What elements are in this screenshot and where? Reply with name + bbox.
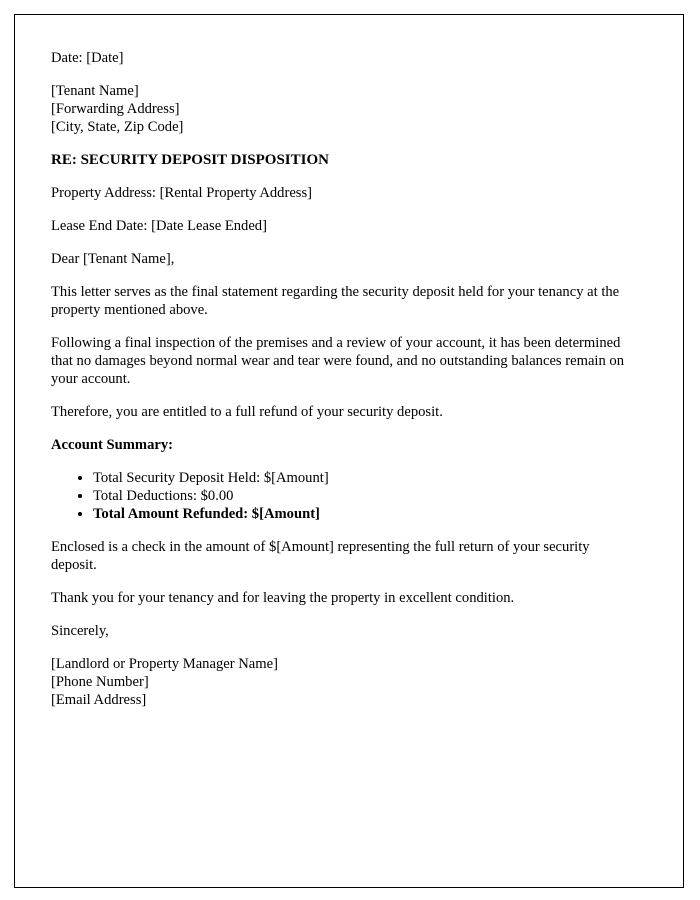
salutation: Dear [Tenant Name],: [51, 251, 175, 267]
property-address-line: Property Address: [Rental Property Address]: [51, 185, 313, 201]
paragraph-enclosed-check: Enclosed is a check in the amount of $[Amount] representing the full return of your security deposit.: [51, 539, 590, 573]
summary-item-deductions: • Total Deductions: $0.00: [93, 487, 647, 505]
recipient-city-state-zip: [City, State, Zip Code]: [51, 119, 184, 135]
date-line: Date: [Date]: [51, 50, 124, 66]
signature-phone: [Phone Number]: [51, 674, 149, 690]
signature-block: [51, 655, 647, 709]
summary-item-amount-refunded: • Total Amount Refunded: $[Amount]: [93, 505, 647, 523]
letter-body: [15, 15, 683, 709]
recipient-name: [Tenant Name]: [51, 83, 139, 99]
paragraph-full-refund: Therefore, you are entitled to a full refund of your security deposit.: [51, 404, 443, 420]
account-summary-list: [51, 469, 647, 523]
account-summary-heading: Account Summary:: [51, 437, 174, 453]
paragraph-thank-you: Thank you for your tenancy and for leaving the property in excellent condition.: [51, 590, 515, 606]
subject-line: RE: SECURITY DEPOSIT DISPOSITION: [51, 152, 329, 168]
closing: Sincerely,: [51, 623, 109, 639]
signature-name: [Landlord or Property Manager Name]: [51, 656, 278, 672]
recipient-street: [Forwarding Address]: [51, 101, 180, 117]
paragraph-inspection-result: Following a final inspection of the premises and a review of your account, it has been determined that no damages beyond normal wear and tear were found, and no outstanding balances remain on your account.: [51, 335, 625, 387]
signature-email: [Email Address]: [51, 692, 147, 708]
recipient-address-block: [51, 82, 647, 136]
letter-page: [14, 14, 684, 888]
paragraph-final-statement: This letter serves as the final statement regarding the security deposit held for your tenancy at the property mentioned above.: [51, 284, 620, 318]
lease-end-line: Lease End Date: [Date Lease Ended]: [51, 218, 267, 234]
summary-item-deposit-held: • Total Security Deposit Held: $[Amount]: [93, 469, 647, 487]
